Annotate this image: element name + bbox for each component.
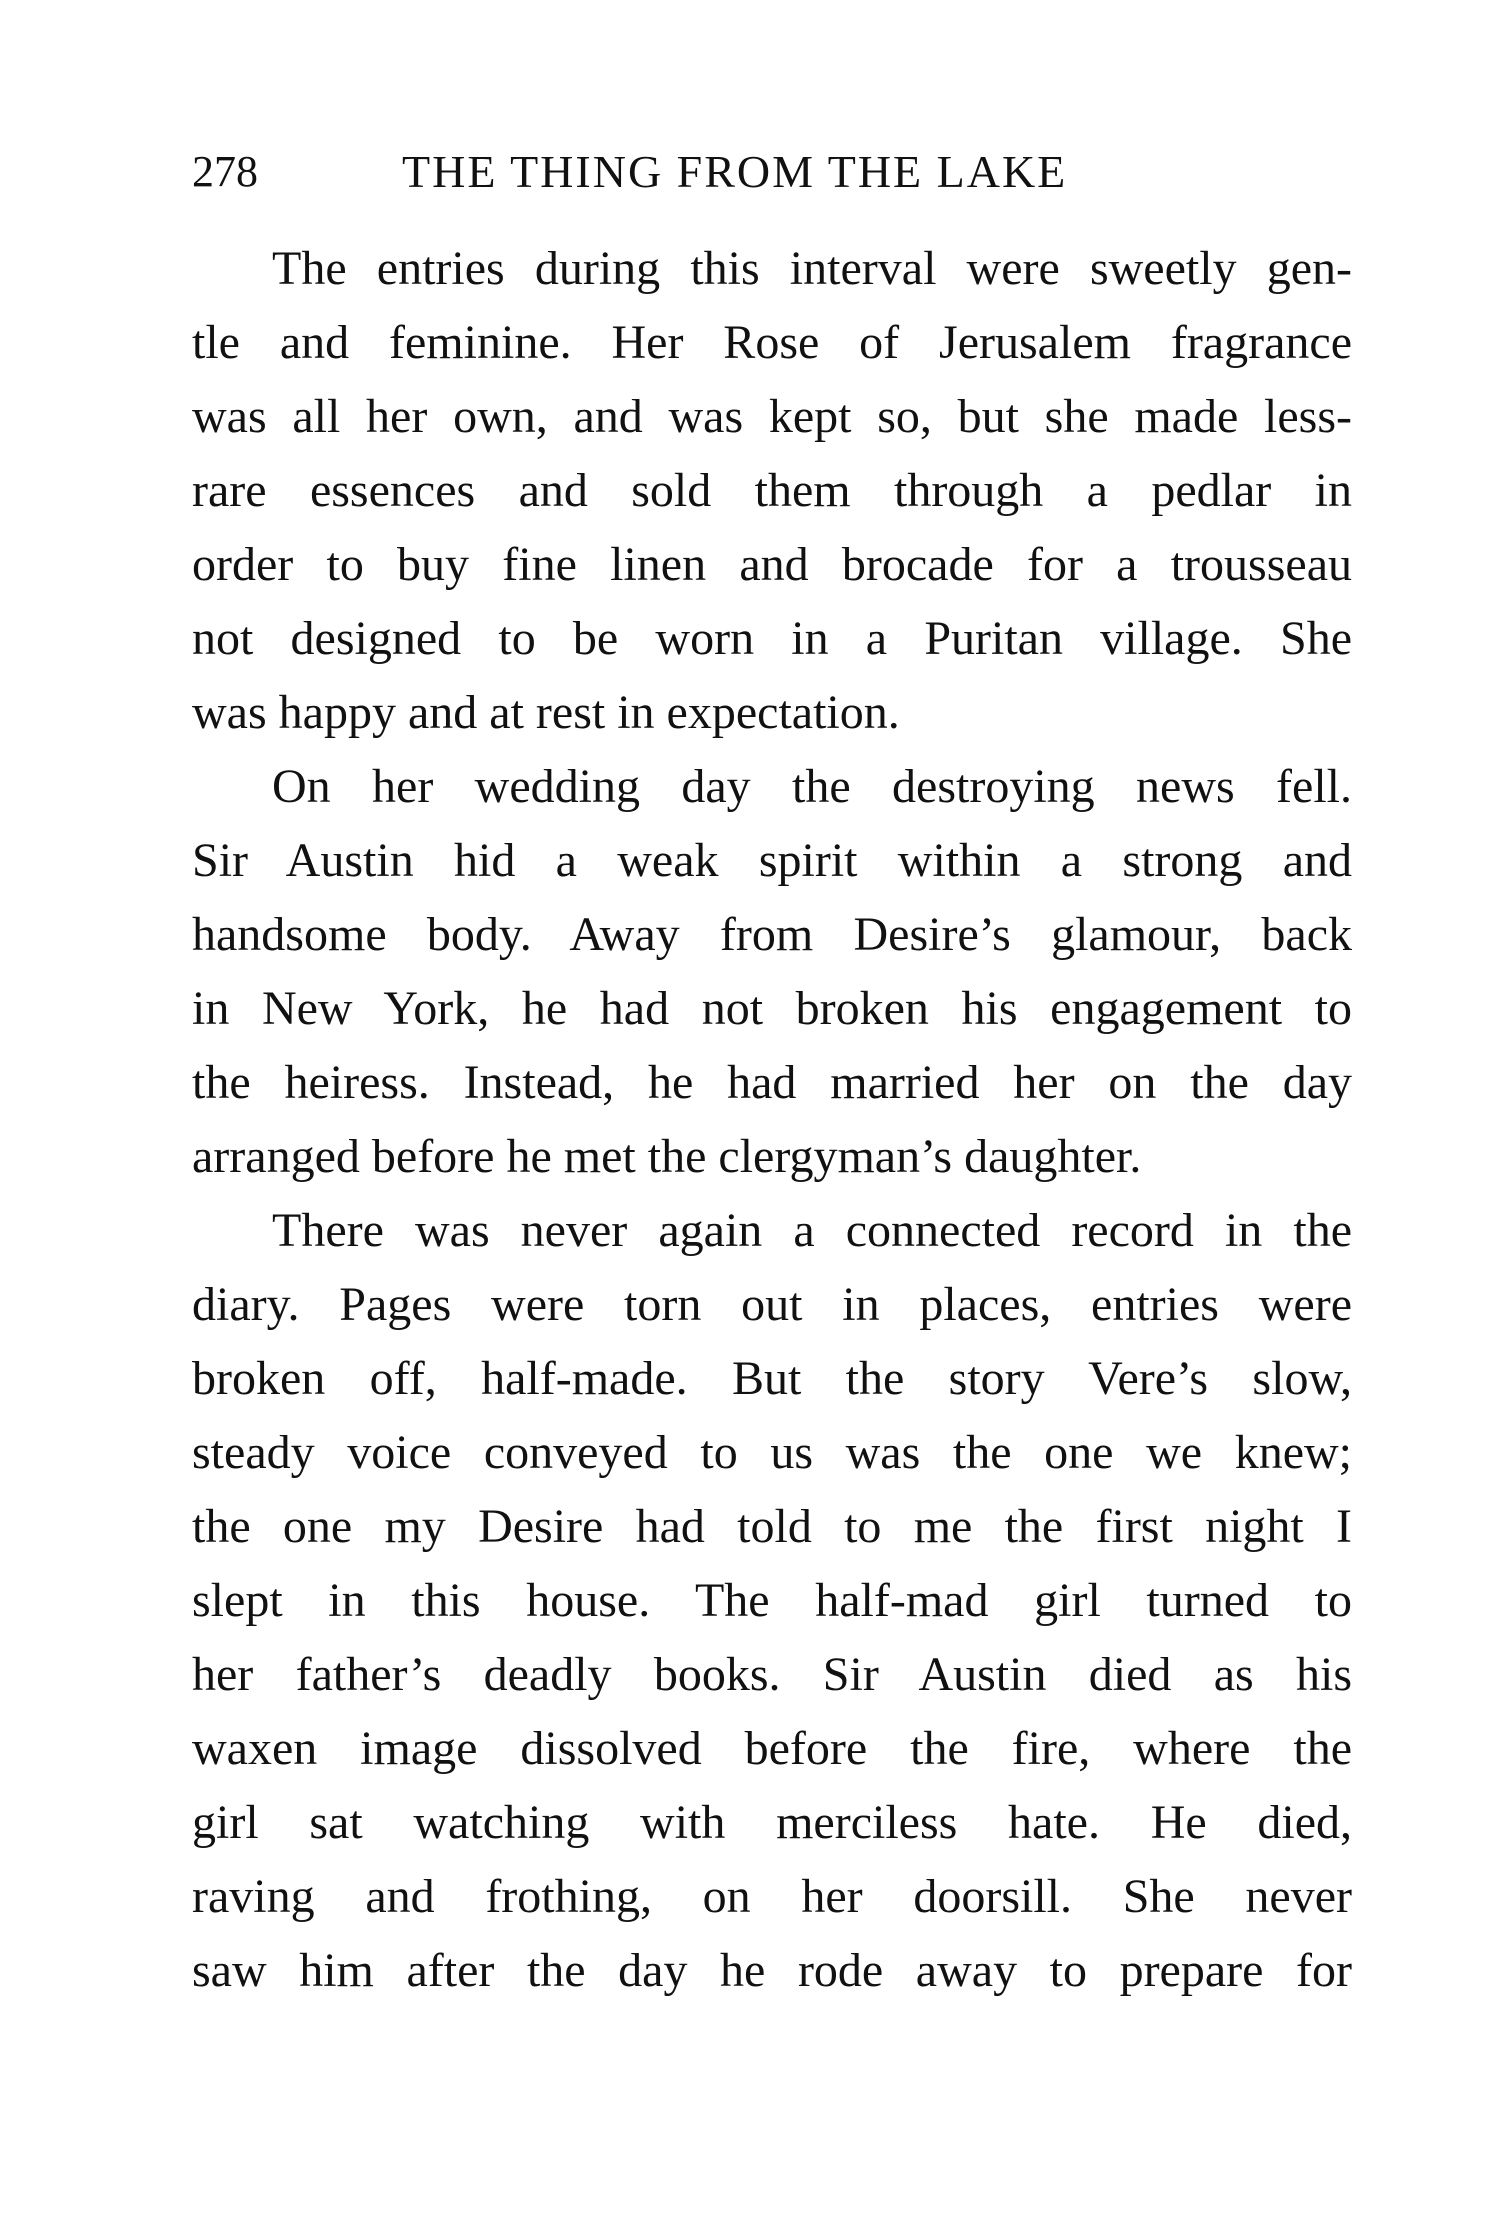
text-line: The entries during this interval were sweetly gen- <box>272 242 1352 295</box>
text-line: handsome body. Away from Desire’s glamour, back <box>192 908 1352 961</box>
text-line: waxen image dissolved before the fire, where the <box>192 1722 1352 1775</box>
text-line: broken off, half-made. But the story Vere’s slow, <box>192 1352 1352 1405</box>
text-line: not designed to be worn in a Puritan village. She <box>192 612 1352 665</box>
text-line: saw him after the day he rode away to prepare for <box>192 1944 1352 1997</box>
text-line: There was never again a connected record in the <box>272 1204 1352 1257</box>
body-text <box>192 232 1352 2008</box>
running-title: THE THING FROM THE LAKE <box>402 146 1068 197</box>
text-line: was happy and at rest in expectation. <box>192 686 900 739</box>
text-line: the one my Desire had told to me the first night I <box>192 1500 1352 1553</box>
text-line: Sir Austin hid a weak spirit within a strong and <box>192 834 1352 887</box>
text-line: raving and frothing, on her doorsill. She never <box>192 1870 1352 1923</box>
running-head <box>192 142 1352 202</box>
text-line: in New York, he had not broken his engagement to <box>192 982 1352 1035</box>
page-number: 278 <box>192 147 258 196</box>
text-line: diary. Pages were torn out in places, entries were <box>192 1278 1352 1331</box>
text-line: On her wedding day the destroying news fell. <box>272 760 1352 813</box>
text-line: was all her own, and was kept so, but she made less- <box>192 390 1352 443</box>
text-line: order to buy fine linen and brocade for a trousseau <box>192 538 1352 591</box>
text-line: rare essences and sold them through a pedlar in <box>192 464 1352 517</box>
text-line: steady voice conveyed to us was the one we knew; <box>192 1426 1352 1479</box>
text-line: slept in this house. The half-mad girl turned to <box>192 1574 1352 1627</box>
text-line: the heiress. Instead, he had married her on the day <box>192 1056 1352 1109</box>
text-line: girl sat watching with merciless hate. He died, <box>192 1796 1352 1849</box>
text-line: arranged before he met the clergyman’s daughter. <box>192 1130 1142 1183</box>
text-line: her father’s deadly books. Sir Austin died as his <box>192 1648 1352 1701</box>
text-line: tle and feminine. Her Rose of Jerusalem fragrance <box>192 316 1352 369</box>
